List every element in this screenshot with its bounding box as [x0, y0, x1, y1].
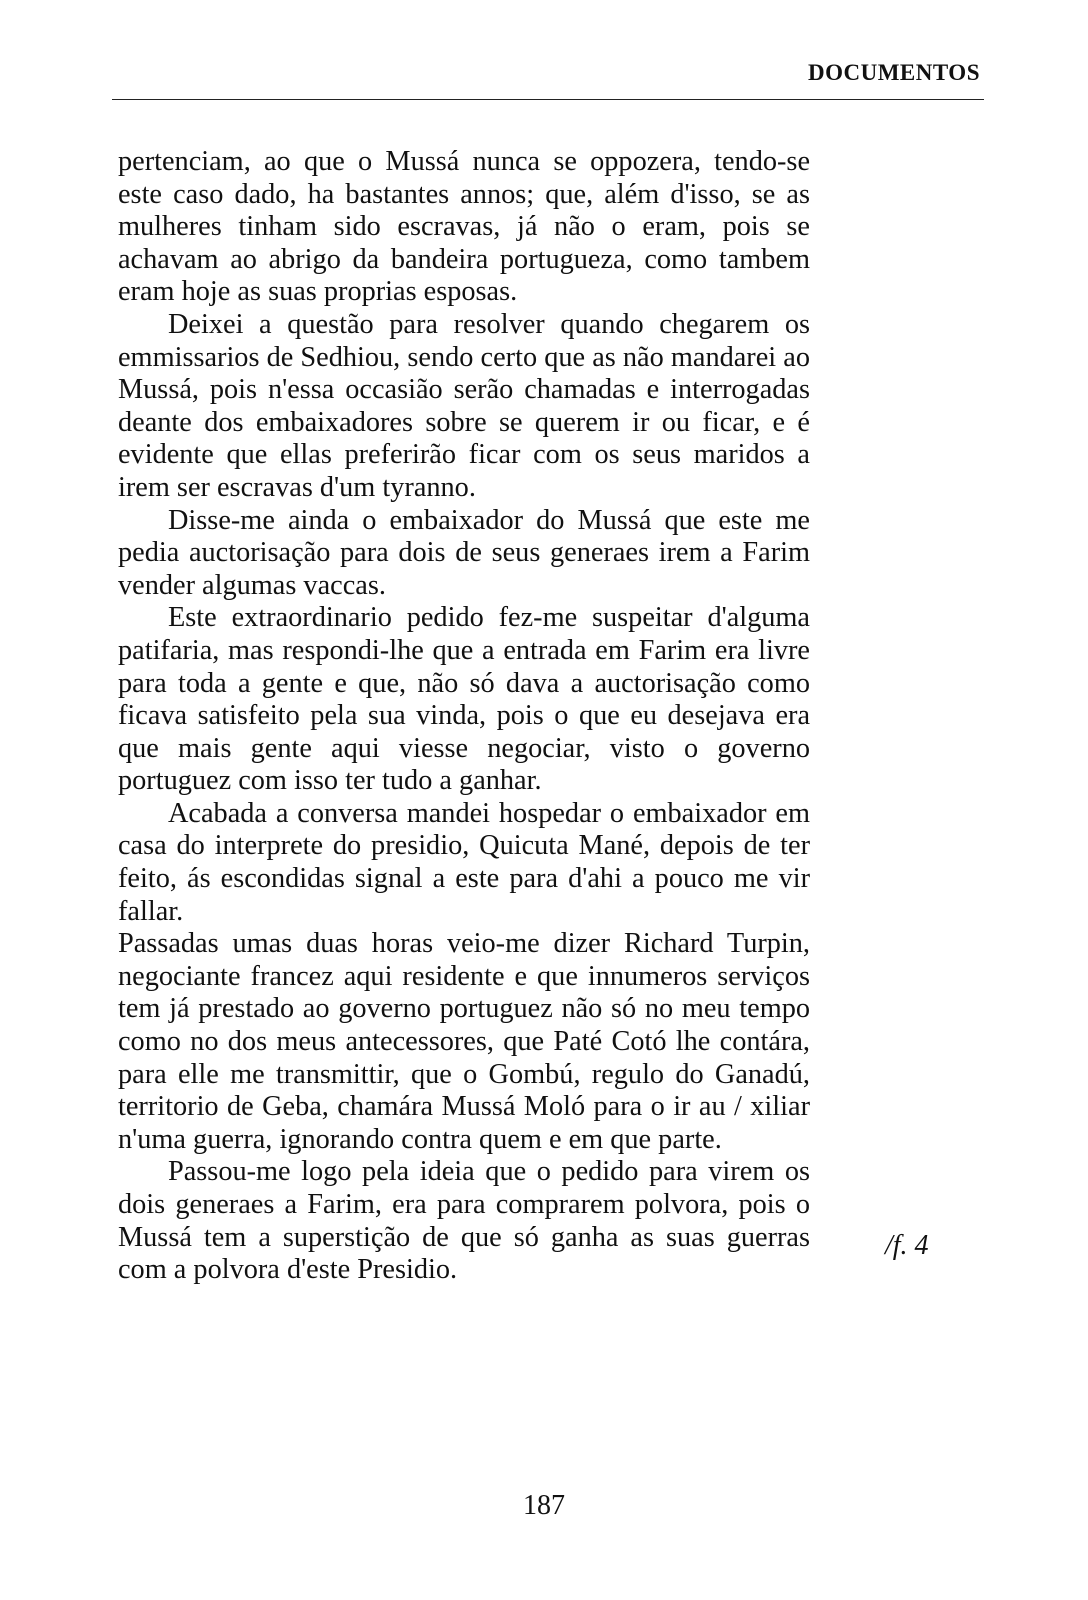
paragraph-4: Este extraordinario pedido fez-me suspeitar d'alguma patifaria, mas respondi-lhe que a entrada em Farim era livre para toda a gente e que, não só dava a auctorisação como ficava satisfeito pela sua vinda, pois o que eu desejava era que mais gente aqui viesse negociar, visto o governo portuguez com isso ter tudo a ganhar. — [118, 602, 810, 797]
folio-margin-note: /f. 4 — [885, 1230, 929, 1261]
paragraph-6: Passadas umas duas horas veio-me dizer Richard Turpin, negociante francez aqui residente e que innumeros serviços tem já prestado ao governo portuguez não só no meu tempo como no dos meus antecessores, que Paté Cotó lhe contára, para elle me transmittir, que o Gombú, regulo do Ganadú, territorio de Geba, chamára Mussá Moló para o ir au / xiliar n'uma guerra, ignorando contra quem e em que parte. — [118, 928, 810, 1155]
header-rule — [112, 99, 984, 100]
paragraph-3: Disse-me ainda o embaixador do Mussá que este me pedia auctorisação para dois de seus generaes irem a Farim vender algumas vaccas. — [118, 504, 810, 601]
paragraph-2: Deixei a questão para resolver quando chegarem os emmissarios de Sedhiou, sendo certo que as não mandarei ao Mussá, pois n'essa occasião serão chamadas e interrogadas deante dos embaixadores sobre se querem ir ou ficar, e é evidente que ellas preferirão ficar com os seus maridos a irem ser escravas d'um tyranno. — [118, 308, 810, 503]
paragraph-1: pertenciam, ao que o Mussá nunca se oppozera, tendo-se este caso dado, ha bastantes annos; que, além d'isso, se as mulheres tinham sido escravas, já não o eram, pois se achavam ao abrigo da bandeira portugueza, como tambem eram hoje as suas proprias esposas. — [118, 146, 810, 308]
paragraph-7: Passou-me logo pela ideia que o pedido para virem os dois generaes a Farim, era para comprarem polvora, pois o Mussá tem a superstição de que só ganha as suas guerras com a polvora d'este Presidio. — [118, 1156, 810, 1286]
page-number: 187 — [523, 1490, 565, 1521]
body-text — [118, 146, 810, 1287]
running-head: DOCUMENTOS — [808, 60, 980, 85]
paragraph-5: Acabada a conversa mandei hospedar o embaixador em casa do interprete do presidio, Quicuta Mané, depois de ter feito, ás escondidas signal a este para d'ahi a pouco me vir fallar. — [118, 797, 810, 927]
